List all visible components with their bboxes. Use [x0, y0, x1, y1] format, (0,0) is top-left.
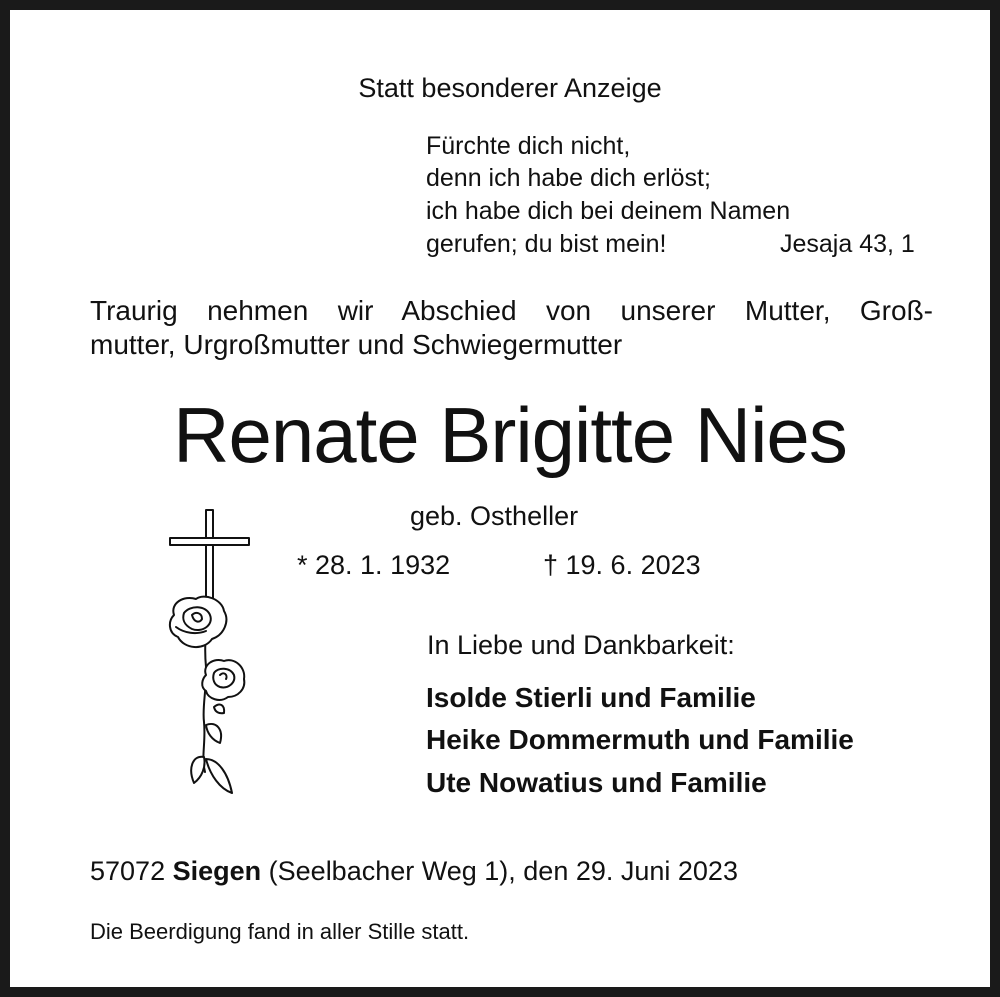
address-date: (Seelbacher Weg 1), den 29. Juni 2023	[268, 856, 738, 886]
cross-horizontal-beam	[170, 538, 249, 545]
deceased-name: Renate Brigitte Nies	[173, 391, 847, 479]
verse-line: Fürchte dich nicht,	[426, 132, 631, 160]
mourner-family: Heike Dommermuth und Familie	[426, 724, 854, 755]
city: Siegen	[172, 856, 262, 886]
rose-leaf	[206, 759, 232, 793]
notice-header: Statt besonderer Anzeige	[358, 73, 662, 103]
rose-leaf	[191, 757, 204, 783]
death-date: † 19. 6. 2023	[543, 550, 701, 580]
birth-date: * 28. 1. 1932	[297, 550, 451, 580]
mourners-intro: In Liebe und Dankbarkeit:	[427, 630, 735, 660]
mourner-family: Ute Nowatius und Familie	[426, 767, 767, 798]
verse-line: ich habe dich bei deinem Namen	[426, 197, 791, 225]
postal-code: 57072	[90, 856, 166, 886]
rose-leaf	[206, 724, 221, 743]
verse-line: gerufen; du bist mein!	[426, 230, 667, 258]
intro-line: Traurig nehmen wir Abschied von unserer Mutter, Groß-	[90, 295, 933, 326]
mourner-family: Isolde Stierli und Familie	[426, 682, 756, 713]
verse-reference: Jesaja 43, 1	[780, 230, 915, 258]
rose-leaf	[214, 705, 224, 714]
born-name: geb. Ostheller	[410, 501, 579, 531]
intro-line: mutter, Urgroßmutter und Schwiegermutter	[90, 329, 623, 360]
cross-vertical-beam	[206, 510, 213, 602]
verse-line: denn ich habe dich erlöst;	[426, 164, 711, 192]
place-and-date	[90, 858, 738, 885]
cross-with-roses-icon	[162, 507, 258, 802]
rose-bloom	[202, 660, 244, 700]
funeral-note: Die Beerdigung fand in aller Stille statt.	[90, 919, 470, 944]
